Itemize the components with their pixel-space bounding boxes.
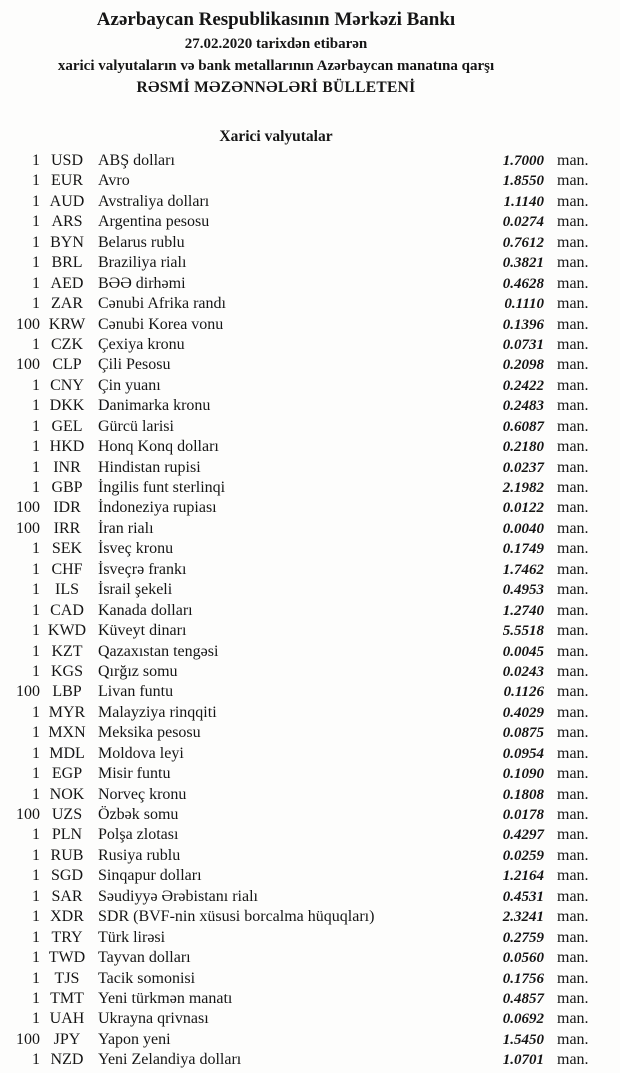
quantity-value: 1 bbox=[32, 295, 40, 313]
rate-value: 0.0560 bbox=[502, 950, 544, 967]
table-row bbox=[0, 417, 620, 437]
currency-code: DKK bbox=[49, 397, 85, 415]
table-row bbox=[0, 335, 620, 355]
table-row bbox=[0, 642, 620, 662]
table-row bbox=[0, 253, 620, 273]
table-row bbox=[0, 805, 620, 825]
currency-name: Cənubi Korea vonu bbox=[98, 315, 224, 333]
table-row bbox=[0, 396, 620, 416]
quantity-value: 1 bbox=[32, 192, 40, 210]
currency-code: IDR bbox=[53, 499, 81, 517]
currency-name: Sinqapur dolları bbox=[98, 867, 202, 885]
currency-code: RUB bbox=[50, 846, 84, 864]
rate-value: 0.0875 bbox=[502, 725, 544, 742]
currency-code: IRR bbox=[53, 519, 81, 537]
rate-value: 0.2483 bbox=[502, 398, 544, 415]
rate-value: 0.0045 bbox=[502, 643, 544, 660]
rate-value: 0.4297 bbox=[502, 827, 544, 844]
currency-name: Özbək somu bbox=[98, 806, 179, 823]
table-row bbox=[0, 478, 620, 498]
currency-name: Avro bbox=[98, 172, 130, 190]
currency-code: XDR bbox=[50, 908, 84, 926]
table-row bbox=[0, 846, 620, 866]
currency-name: Rusiya rublu bbox=[98, 846, 181, 864]
quantity-value: 1 bbox=[32, 479, 40, 496]
quantity-value: 1 bbox=[32, 152, 40, 169]
currency-name: Polşa zlotası bbox=[98, 826, 179, 844]
currency-code: KGS bbox=[50, 662, 83, 680]
table-row bbox=[0, 682, 620, 702]
table-row bbox=[0, 989, 620, 1009]
unit-label: man. bbox=[557, 458, 589, 476]
currency-code: EUR bbox=[51, 172, 83, 190]
table-row bbox=[0, 662, 620, 682]
table-row bbox=[0, 458, 620, 478]
table-row bbox=[0, 825, 620, 845]
table-row bbox=[0, 928, 620, 948]
quantity-value: 1 bbox=[32, 846, 40, 864]
table-row bbox=[0, 151, 620, 171]
quantity-value: 100 bbox=[16, 683, 40, 701]
unit-label: man. bbox=[557, 601, 589, 619]
currency-code: UAH bbox=[49, 1010, 85, 1028]
currency-code: GEL bbox=[51, 417, 83, 435]
unit-label: man. bbox=[557, 949, 589, 967]
currency-name: Səudiyyə Ərəbistanı rialı bbox=[98, 887, 258, 905]
currency-name: Kanada dolları bbox=[98, 601, 193, 619]
rate-value: 0.0040 bbox=[502, 520, 544, 537]
quantity-value: 100 bbox=[16, 1030, 40, 1048]
table-row bbox=[0, 498, 620, 518]
currency-name: Çexiya kronu bbox=[98, 335, 185, 353]
rate-value: 0.0243 bbox=[502, 663, 544, 680]
unit-label: man. bbox=[557, 335, 589, 353]
unit-label: man. bbox=[557, 1051, 589, 1069]
quantity-value: 1 bbox=[32, 274, 40, 292]
quantity-value: 1 bbox=[32, 438, 40, 456]
unit-label: man. bbox=[557, 1030, 589, 1048]
unit-label: man. bbox=[557, 867, 589, 885]
rates-table bbox=[0, 151, 620, 1071]
currency-code: CLP bbox=[52, 356, 82, 374]
quantity-value: 1 bbox=[32, 908, 40, 926]
unit-label: man. bbox=[557, 376, 589, 394]
quantity-value: 100 bbox=[16, 499, 40, 517]
rate-value: 0.0259 bbox=[502, 847, 544, 864]
rate-value: 0.2759 bbox=[502, 929, 544, 946]
currency-code: KRW bbox=[48, 315, 86, 333]
rate-value: 0.1126 bbox=[503, 684, 544, 701]
currency-code: KZT bbox=[51, 642, 83, 660]
currency-name: İran rialı bbox=[98, 519, 154, 537]
currency-name: ABŞ dolları bbox=[98, 152, 175, 169]
currency-code: NOK bbox=[49, 785, 85, 803]
currency-code: ARS bbox=[51, 213, 83, 231]
currency-name: Çin yuanı bbox=[98, 376, 161, 394]
currency-code: HKD bbox=[49, 438, 85, 456]
rate-value: 0.4531 bbox=[502, 888, 544, 905]
unit-label: man. bbox=[557, 233, 589, 251]
unit-label: man. bbox=[557, 213, 589, 231]
table-row bbox=[0, 887, 620, 907]
quantity-value: 1 bbox=[32, 928, 40, 946]
rate-value: 1.2164 bbox=[502, 868, 544, 885]
rate-value: 0.0692 bbox=[502, 1011, 544, 1028]
quantity-value: 1 bbox=[32, 540, 40, 558]
rate-value: 0.0237 bbox=[502, 459, 544, 476]
quantity-value: 1 bbox=[32, 765, 40, 783]
section-title-foreign-currencies: Xarici valyutalar bbox=[219, 128, 333, 145]
quantity-value: 1 bbox=[32, 969, 40, 987]
rate-value: 0.2098 bbox=[502, 357, 544, 374]
currency-name: Yeni Zelandiya dolları bbox=[98, 1051, 242, 1069]
currency-name: İsrail şekeli bbox=[98, 581, 173, 599]
table-row bbox=[0, 703, 620, 723]
unit-label: man. bbox=[557, 192, 589, 210]
unit-label: man. bbox=[557, 887, 589, 905]
rate-value: 0.1749 bbox=[502, 541, 544, 558]
unit-label: man. bbox=[557, 703, 589, 721]
bulletin-header bbox=[0, 0, 552, 99]
table-row bbox=[0, 315, 620, 335]
quantity-value: 1 bbox=[32, 826, 40, 844]
quantity-value: 1 bbox=[32, 581, 40, 599]
rate-value: 0.1756 bbox=[502, 970, 544, 987]
table-row bbox=[0, 539, 620, 559]
table-row bbox=[0, 212, 620, 232]
unit-label: man. bbox=[557, 826, 589, 844]
quantity-value: 1 bbox=[32, 254, 40, 272]
currency-code: CNY bbox=[50, 376, 84, 394]
currency-name: Danimarka kronu bbox=[98, 397, 211, 415]
unit-label: man. bbox=[557, 622, 589, 640]
rate-value: 0.0954 bbox=[502, 745, 544, 762]
unit-label: man. bbox=[557, 274, 589, 292]
currency-name: Qazaxıstan tengəsi bbox=[98, 642, 219, 660]
currency-name: Ukrayna qrivnası bbox=[98, 1010, 209, 1028]
currency-code: UZS bbox=[51, 806, 83, 823]
unit-label: man. bbox=[557, 479, 589, 496]
table-row bbox=[0, 744, 620, 764]
bulletin-title: RƏSMİ MƏZƏNNƏLƏRİ BÜLLETENİ bbox=[136, 79, 416, 96]
currency-name: Yapon yeni bbox=[98, 1030, 171, 1048]
effective-date-line: 27.02.2020 tarixdən etibarən bbox=[184, 36, 368, 52]
table-row bbox=[0, 192, 620, 212]
unit-label: man. bbox=[557, 969, 589, 987]
table-row bbox=[0, 274, 620, 294]
currency-code: CAD bbox=[50, 601, 84, 619]
table-row bbox=[0, 621, 620, 641]
quantity-value: 1 bbox=[32, 417, 40, 435]
quantity-value: 1 bbox=[32, 642, 40, 660]
currency-name: Moldova leyi bbox=[98, 744, 184, 762]
currency-code: SGD bbox=[50, 867, 83, 885]
rate-value: 0.3821 bbox=[502, 255, 544, 272]
unit-label: man. bbox=[557, 642, 589, 660]
rate-value: 0.1090 bbox=[502, 766, 544, 783]
quantity-value: 1 bbox=[32, 1051, 40, 1069]
currency-name: Meksika pesosu bbox=[98, 724, 201, 742]
quantity-value: 1 bbox=[32, 213, 40, 231]
currency-code: INR bbox=[53, 458, 81, 476]
unit-label: man. bbox=[557, 295, 589, 313]
rate-value: 0.0122 bbox=[502, 500, 544, 517]
rate-value: 0.1110 bbox=[504, 296, 544, 313]
quantity-value: 1 bbox=[32, 785, 40, 803]
bank-title: Azərbaycan Respublikasının Mərkəzi Bankı bbox=[96, 9, 456, 30]
table-row bbox=[0, 1050, 620, 1070]
currency-name: BƏƏ dirhəmi bbox=[98, 274, 186, 292]
currency-name: Avstraliya dolları bbox=[98, 192, 210, 210]
currency-code: JPY bbox=[53, 1030, 81, 1048]
rate-value: 0.4857 bbox=[502, 990, 544, 1007]
table-row bbox=[0, 171, 620, 191]
currency-code: MXN bbox=[48, 724, 86, 742]
quantity-value: 1 bbox=[32, 172, 40, 190]
currency-name: Türk lirəsi bbox=[98, 928, 166, 946]
table-row bbox=[0, 907, 620, 927]
currency-code: AUD bbox=[49, 192, 85, 210]
unit-label: man. bbox=[557, 356, 589, 374]
unit-label: man. bbox=[557, 397, 589, 415]
currency-name: Tayvan dolları bbox=[98, 949, 191, 967]
quantity-value: 100 bbox=[16, 356, 40, 374]
currency-code: AED bbox=[50, 274, 84, 292]
quantity-value: 100 bbox=[16, 519, 40, 537]
currency-code: NZD bbox=[50, 1051, 84, 1069]
currency-name: İsveç kronu bbox=[98, 540, 174, 558]
rate-value: 0.4628 bbox=[502, 275, 544, 292]
unit-label: man. bbox=[557, 560, 589, 578]
rate-value: 1.7462 bbox=[502, 561, 544, 578]
unit-label: man. bbox=[557, 744, 589, 762]
unit-label: man. bbox=[557, 846, 589, 864]
table-row bbox=[0, 866, 620, 886]
rate-value: 2.1982 bbox=[502, 480, 544, 496]
unit-label: man. bbox=[557, 683, 589, 701]
rate-value: 0.2180 bbox=[502, 439, 544, 456]
currency-code: ILS bbox=[55, 581, 79, 599]
currency-code: SEK bbox=[51, 540, 83, 558]
currency-name: SDR (BVF-nin xüsusi borcalma hüquqları) bbox=[98, 908, 375, 926]
currency-code: PLN bbox=[51, 826, 83, 844]
quantity-value: 100 bbox=[16, 315, 40, 333]
unit-label: man. bbox=[557, 499, 589, 517]
table-row bbox=[0, 764, 620, 784]
quantity-value: 1 bbox=[32, 622, 40, 640]
quantity-value: 1 bbox=[32, 376, 40, 394]
quantity-value: 1 bbox=[32, 949, 40, 967]
currency-name: Honq Konq dolları bbox=[98, 438, 219, 456]
currency-name: Hindistan rupisi bbox=[98, 458, 201, 476]
currency-name: Misir funtu bbox=[98, 765, 171, 783]
unit-label: man. bbox=[557, 908, 589, 926]
table-row bbox=[0, 355, 620, 375]
unit-label: man. bbox=[557, 724, 589, 742]
quantity-value: 100 bbox=[16, 806, 40, 823]
rate-value: 2.3241 bbox=[502, 909, 544, 926]
quantity-value: 1 bbox=[32, 458, 40, 476]
rate-value: 0.6087 bbox=[502, 418, 544, 435]
table-row bbox=[0, 948, 620, 968]
currency-name: Tacik somonisi bbox=[98, 969, 196, 987]
currency-code: GBP bbox=[51, 479, 83, 496]
unit-label: man. bbox=[557, 315, 589, 333]
currency-code: SAR bbox=[51, 887, 83, 905]
rate-value: 0.4029 bbox=[502, 704, 544, 721]
rate-value: 5.5518 bbox=[502, 623, 544, 640]
currency-name: Cənubi Afrika randı bbox=[98, 295, 226, 313]
table-row bbox=[0, 233, 620, 253]
table-row bbox=[0, 601, 620, 621]
quantity-value: 1 bbox=[32, 1010, 40, 1028]
currency-name: Norveç kronu bbox=[98, 785, 187, 803]
rate-value: 0.0178 bbox=[502, 807, 544, 823]
currency-code: BRL bbox=[51, 254, 83, 272]
currency-name: Çili Pesosu bbox=[98, 356, 171, 374]
rate-value: 1.0701 bbox=[502, 1052, 544, 1069]
rate-value: 1.1140 bbox=[503, 193, 544, 210]
quantity-value: 1 bbox=[32, 744, 40, 762]
rate-value: 0.1808 bbox=[502, 786, 544, 803]
currency-code: MYR bbox=[48, 703, 86, 721]
unit-label: man. bbox=[557, 438, 589, 456]
currency-code: CHF bbox=[51, 560, 83, 578]
quantity-value: 1 bbox=[32, 560, 40, 578]
unit-label: man. bbox=[557, 417, 589, 435]
header-subtitle: xarici valyutaların və bank metallarının Azərbaycan manatına qarşı bbox=[57, 58, 495, 74]
currency-code: CZK bbox=[51, 335, 83, 353]
rate-value: 0.4953 bbox=[502, 582, 544, 599]
unit-label: man. bbox=[557, 172, 589, 190]
table-row bbox=[0, 723, 620, 743]
unit-label: man. bbox=[557, 152, 589, 169]
currency-code: BYN bbox=[50, 233, 84, 251]
currency-code: TRY bbox=[51, 928, 83, 946]
quantity-value: 1 bbox=[32, 662, 40, 680]
currency-code: TWD bbox=[48, 949, 86, 967]
quantity-value: 1 bbox=[32, 703, 40, 721]
table-row bbox=[0, 437, 620, 457]
rate-value: 0.7612 bbox=[502, 234, 544, 251]
rate-value: 0.2422 bbox=[502, 377, 544, 394]
unit-label: man. bbox=[557, 785, 589, 803]
unit-label: man. bbox=[557, 806, 589, 823]
currency-name: Küveyt dinarı bbox=[98, 622, 187, 640]
table-row bbox=[0, 969, 620, 989]
table-row bbox=[0, 1009, 620, 1029]
currency-name: Yeni türkmən manatı bbox=[98, 989, 233, 1007]
currency-code: LBP bbox=[52, 683, 82, 701]
currency-name: Livan funtu bbox=[98, 683, 174, 701]
unit-label: man. bbox=[557, 662, 589, 680]
quantity-value: 1 bbox=[32, 397, 40, 415]
table-row bbox=[0, 560, 620, 580]
currency-name: İsveçrə frankı bbox=[98, 560, 187, 578]
quantity-value: 1 bbox=[32, 335, 40, 353]
unit-label: man. bbox=[557, 1010, 589, 1028]
currency-code: TJS bbox=[54, 969, 80, 987]
table-row bbox=[0, 785, 620, 805]
quantity-value: 1 bbox=[32, 724, 40, 742]
quantity-value: 1 bbox=[32, 233, 40, 251]
table-row bbox=[0, 580, 620, 600]
currency-code: KWD bbox=[47, 622, 87, 640]
rate-value: 1.7000 bbox=[502, 153, 544, 169]
currency-name: Gürcü larisi bbox=[98, 417, 174, 435]
quantity-value: 1 bbox=[32, 867, 40, 885]
quantity-value: 1 bbox=[32, 887, 40, 905]
currency-name: İndoneziya rupiası bbox=[98, 499, 217, 517]
currency-name: İngilis funt sterlinqi bbox=[98, 479, 226, 496]
currency-code: MDL bbox=[49, 744, 85, 762]
rate-value: 0.0274 bbox=[502, 214, 544, 231]
unit-label: man. bbox=[557, 765, 589, 783]
rate-value: 0.0731 bbox=[502, 336, 544, 353]
unit-label: man. bbox=[557, 928, 589, 946]
currency-name: Belarus rublu bbox=[98, 233, 185, 251]
currency-name: Malayziya rinqqiti bbox=[98, 703, 217, 721]
currency-name: Argentina pesosu bbox=[98, 213, 210, 231]
currency-code: ZAR bbox=[51, 295, 83, 313]
currency-name: Braziliya rialı bbox=[98, 254, 187, 272]
currency-code: EGP bbox=[51, 765, 83, 783]
rate-value: 1.2740 bbox=[502, 602, 544, 619]
unit-label: man. bbox=[557, 581, 589, 599]
table-row bbox=[0, 376, 620, 396]
table-row bbox=[0, 519, 620, 539]
currency-name: Qırğız somu bbox=[98, 662, 178, 680]
rate-value: 0.1396 bbox=[502, 316, 544, 333]
currency-code: USD bbox=[50, 152, 83, 169]
table-row bbox=[0, 294, 620, 314]
unit-label: man. bbox=[557, 254, 589, 272]
unit-label: man. bbox=[557, 540, 589, 558]
unit-label: man. bbox=[557, 989, 589, 1007]
unit-label: man. bbox=[557, 519, 589, 537]
currency-code: TMT bbox=[50, 989, 84, 1007]
table-row bbox=[0, 1030, 620, 1050]
quantity-value: 1 bbox=[32, 601, 40, 619]
rate-value: 1.5450 bbox=[502, 1031, 544, 1048]
rate-value: 1.8550 bbox=[502, 173, 544, 190]
quantity-value: 1 bbox=[32, 989, 40, 1007]
